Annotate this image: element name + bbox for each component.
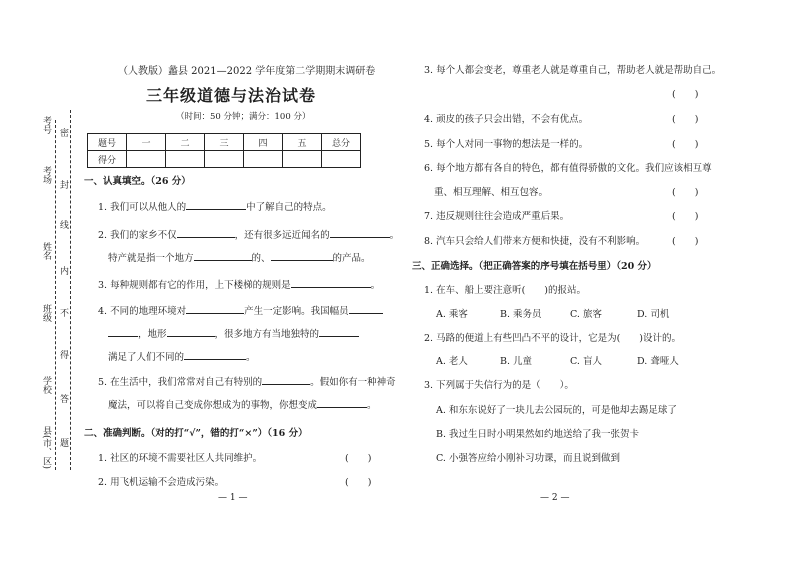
page-title: 三年级道德与法治试卷 [146, 86, 317, 105]
answer-paren[interactable]: ( ) [672, 187, 699, 198]
page-number: — 2 — [540, 493, 570, 503]
seal-char: 线 [60, 221, 70, 231]
score-table [87, 133, 361, 168]
judge-item: 4. 顽皮的孩子只会出错，不会有优点。 [424, 114, 589, 125]
exam-subtitle: （人教版）蠡县 2021—2022 学年度第二学期期末调研卷 [118, 66, 376, 77]
answer-blank[interactable] [184, 350, 246, 360]
choice-option: C. 旅客 [570, 309, 602, 320]
answer-paren[interactable]: ( ) [672, 211, 699, 222]
fill-question-2 [98, 227, 399, 241]
question-text: ，还有很多远近闻名的 [234, 230, 330, 241]
judge-item: 3. 每个人都会变老，尊重老人就是尊重自己，帮助老人就是帮助自己。 [424, 65, 722, 76]
fill-question-2-cont [108, 250, 371, 264]
question-text: 5. 在生活中，我们常常对自己有特别的 [98, 377, 263, 388]
question-text: ，地形 [138, 329, 167, 340]
question-text: 2. 马路的便道上有些凹凸不平的设计，它是为 [424, 333, 617, 344]
fill-question-4-cont2 [108, 349, 256, 363]
table-cell: 四 [244, 134, 283, 151]
binding-line-right [70, 110, 71, 470]
answer-paren[interactable]: ( ) [672, 139, 699, 150]
choice-option: A. 和东东说好了一块儿去公园玩的，可是他却去踢足球了 [436, 405, 677, 416]
answer-paren[interactable]: ( ) [672, 89, 699, 100]
score-cell[interactable] [205, 151, 244, 168]
question-text: 魔法，可以将自己变成你想成为的事物，你想变成 [108, 400, 318, 411]
seal-char: 不 [60, 309, 70, 319]
fill-question-1 [98, 199, 332, 213]
exam-number-label: 考号 [41, 116, 51, 134]
fill-question-4-cont [108, 326, 359, 340]
question-text: 的报站。 [548, 285, 587, 296]
choice-option: B. 乘务员 [500, 309, 542, 320]
fill-question-5 [98, 374, 396, 388]
judge-item: 1. 社区的环境不需要社区人共同维护。 [98, 453, 263, 464]
answer-blank[interactable] [186, 304, 244, 314]
table-cell: 总分 [322, 134, 361, 151]
question-text: 。假如你有一种神奇 [310, 377, 396, 388]
choice-option: A. 老人 [436, 356, 468, 367]
answer-blank[interactable] [108, 327, 138, 337]
question-text: 设计的。 [643, 333, 682, 344]
answer-blank[interactable] [291, 278, 371, 288]
section-heading: 一、认真填空。（26 分） [84, 176, 191, 187]
class-label: 班级 [41, 304, 51, 322]
question-text: 。 [367, 400, 377, 411]
question-text: 的产品。 [332, 253, 371, 264]
table-cell: 一 [127, 134, 166, 151]
table-cell: 二 [166, 134, 205, 151]
table-cell: 题号 [88, 134, 127, 151]
question-text: 满足了人们不同的 [108, 352, 185, 363]
judge-item-cont: 重、相互理解、相互包容。 [434, 187, 549, 198]
exam-room-label: 考场 [41, 166, 51, 184]
score-table-row [88, 151, 361, 168]
question-text: 。 [370, 280, 381, 291]
county-label: 县(市、区) [41, 426, 51, 470]
answer-paren[interactable]: ( ) [521, 285, 549, 296]
choice-option: C. 盲人 [570, 356, 602, 367]
judge-item: 6. 每个地方都有各自的特色，都有值得骄傲的文化。我们应该相互尊 [424, 163, 712, 174]
question-text: 产生一定影响。我国幅员 [244, 306, 349, 317]
binding-line-left [55, 120, 56, 470]
question-text: 中了解自己的特点。 [246, 202, 332, 213]
answer-blank[interactable] [319, 327, 359, 337]
score-cell[interactable] [127, 151, 166, 168]
fill-question-3 [98, 277, 380, 291]
table-cell: 得分 [88, 151, 127, 168]
judge-item: 2. 用飞机运输不会造成污染。 [98, 477, 225, 488]
table-cell: 三 [205, 134, 244, 151]
seal-char: 得 [60, 351, 70, 361]
question-text: 。 [246, 352, 256, 363]
page-number: — 1 — [218, 493, 248, 503]
answer-blank[interactable] [271, 251, 333, 261]
question-text: 4. 不同的地理环境对 [98, 306, 187, 317]
answer-paren[interactable]: ( ) [616, 333, 644, 344]
seal-char: 密 [60, 129, 70, 139]
judge-item: 8. 汽车只会给人们带来方便和快捷，没有不利影响。 [424, 236, 646, 247]
seal-char: 封 [60, 181, 70, 191]
choice-option: D. 聋哑人 [637, 356, 679, 367]
answer-paren[interactable]: ( ) [345, 453, 372, 464]
question-text: 1. 我们可以从他人的 [98, 202, 187, 213]
choice-question-1 [424, 282, 586, 296]
fill-question-5-cont [108, 397, 377, 411]
choice-question-2 [424, 330, 681, 344]
answer-paren[interactable]: ( ) [345, 477, 372, 488]
school-label: 学校 [41, 376, 51, 394]
question-text: 特产就是指一个地方 [108, 253, 194, 264]
choice-option: B. 我过生日时小明果然如约地送给了我一张贺卡 [436, 429, 640, 440]
answer-paren[interactable]: ( ) [672, 236, 699, 247]
answer-blank[interactable] [330, 228, 390, 238]
seal-char: 内 [60, 267, 70, 277]
section-heading: 二、准确判断。（对的打“√”，错的打“×”）（16 分） [84, 428, 308, 439]
answer-blank[interactable] [317, 398, 367, 408]
name-label: 姓名 [41, 242, 51, 260]
fill-question-4 [98, 303, 383, 317]
score-cell[interactable] [322, 151, 361, 168]
answer-blank[interactable] [194, 251, 252, 261]
choice-option: C. 小强答应给小刚补习功课，而且说到做到 [436, 453, 620, 464]
score-cell[interactable] [166, 151, 205, 168]
table-cell: 五 [283, 134, 322, 151]
question-text: ，很多地方有当地独特的 [214, 329, 320, 340]
section-heading: 三、正确选择。（把正确答案的序号填在括号里）（20 分） [412, 261, 657, 272]
answer-blank[interactable] [349, 304, 383, 314]
answer-blank[interactable] [167, 327, 215, 337]
choice-question-3: 3. 下列属于失信行为的是（ ）。 [424, 380, 574, 391]
choice-option: A. 乘客 [436, 309, 468, 320]
time-score-note: （时间：50 分钟；满分：100 分） [176, 112, 311, 122]
choice-option: B. 儿童 [500, 356, 533, 367]
question-text: 1. 在车、船上要注意听 [424, 285, 522, 296]
choice-option: D. 司机 [637, 309, 670, 320]
answer-blank[interactable] [177, 228, 235, 238]
question-text: 的、 [251, 253, 271, 264]
seal-char: 答 [60, 395, 70, 405]
answer-paren[interactable]: ( ) [672, 114, 699, 125]
question-text: 2. 我们的家乡不仅 [98, 230, 177, 241]
judge-item: 5. 每个人对同一事物的想法是一样的。 [424, 139, 589, 150]
answer-blank[interactable] [262, 375, 310, 385]
seal-char: 题 [60, 439, 70, 449]
judge-item: 7. 违反规则往往会造成严重后果。 [424, 211, 570, 222]
question-text: 。 [389, 230, 400, 241]
score-cell[interactable] [244, 151, 283, 168]
score-table-header-row [88, 134, 361, 151]
answer-blank[interactable] [186, 200, 246, 210]
score-cell[interactable] [283, 151, 322, 168]
question-text: 3. 每种规则都有它的作用，上下楼梯的规则是 [98, 280, 291, 291]
